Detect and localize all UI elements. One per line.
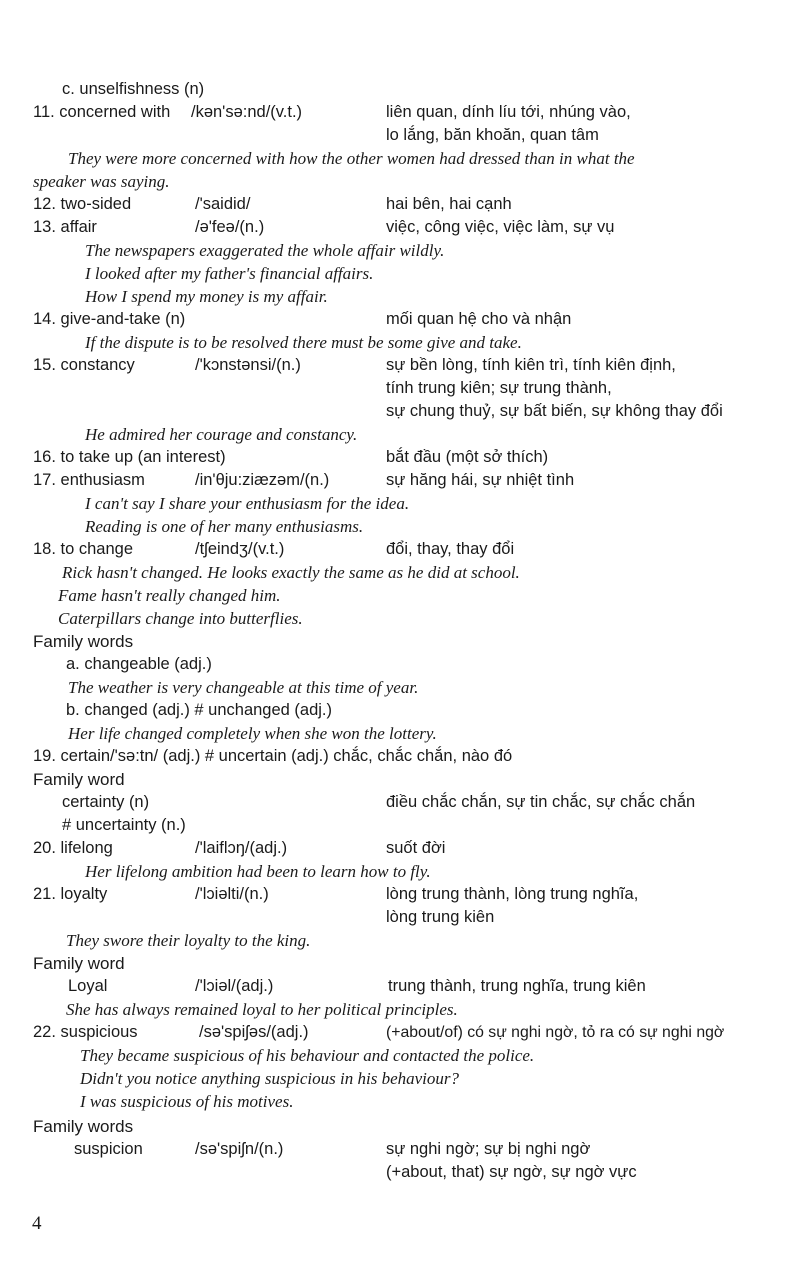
entry-meaning: (+about, that) sự ngờ, sự ngờ vực <box>386 1163 637 1181</box>
entry-pronunciation: /tʃeindʒ/(v.t.) <box>195 540 285 558</box>
entry-headword: 17. enthusiasm <box>33 471 145 489</box>
entry-meaning: (+about/of) có sự nghi ngờ, tỏ ra có sự nghi ngờ <box>386 1024 725 1041</box>
example-sentence: They swore their loyalty to the king. <box>66 931 311 950</box>
example-sentence: I looked after my father's financial affairs. <box>85 264 374 283</box>
example-sentence: The newspapers exaggerated the whole affair wildly. <box>85 241 445 260</box>
family-words-heading: Family words <box>33 1117 134 1136</box>
family-word: suspicion <box>74 1140 143 1158</box>
family-word: certainty (n) <box>62 793 150 811</box>
family-word: Loyal <box>68 977 108 995</box>
entry-meaning: đổi, thay, thay đổi <box>386 540 515 558</box>
entry-pronunciation: /ə'feə/(n.) <box>195 218 265 236</box>
entry-headword: 12. two-sided <box>33 195 132 213</box>
entry-meaning: suốt đời <box>386 839 446 857</box>
example-sentence: Her life changed completely when she won the lottery. <box>68 724 437 743</box>
entry-meaning: sự bền lòng, tính kiên trì, tính kiên định, <box>386 356 676 374</box>
example-sentence: The weather is very changeable at this time of year. <box>68 678 419 697</box>
example-sentence: I can't say I share your enthusiasm for the idea. <box>85 494 410 513</box>
example-sentence: If the dispute is to be resolved there must be some give and take. <box>85 333 522 352</box>
entry-headword: 11. concerned with <box>33 103 171 121</box>
entry-headword: 22. suspicious <box>33 1023 138 1041</box>
entry-pronunciation: /'laiflɔŋ/(adj.) <box>195 839 288 857</box>
family-word: # uncertainty (n.) <box>62 816 186 834</box>
entry-meaning: điều chắc chắn, sự tin chắc, sự chắc chắn <box>386 793 696 811</box>
entry-meaning: hai bên, hai cạnh <box>386 195 512 213</box>
entry-meaning: lòng trung kiên <box>386 908 495 926</box>
entry-meaning: mối quan hệ cho và nhận <box>386 310 572 328</box>
entry-pronunciation: /in'θju:ziæzəm/(n.) <box>195 471 330 489</box>
family-words-heading: Family words <box>33 632 134 651</box>
entry-pronunciation: /sə'spiʃn/(n.) <box>195 1140 284 1158</box>
example-sentence: Her lifelong ambition had been to learn how to fly. <box>85 862 431 881</box>
entry-meaning: lo lắng, băn khoăn, quan tâm <box>386 126 599 144</box>
entry-headword: 13. affair <box>33 218 97 236</box>
entry-headword: 14. give-and-take (n) <box>33 310 186 328</box>
example-sentence: How I spend my money is my affair. <box>85 287 328 306</box>
family-words-heading: Family word <box>33 954 125 973</box>
entry-pronunciation: /kən'sə:nd/(v.t.) <box>191 103 303 121</box>
entry-meaning: lòng trung thành, lòng trung nghĩa, <box>386 885 639 903</box>
entry-pronunciation: /'saidid/ <box>195 195 251 213</box>
entry-pronunciation: /'lɔiəlti/(n.) <box>195 885 269 903</box>
entry-pronunciation: /'kɔnstənsi/(n.) <box>195 356 301 374</box>
entry-meaning: tính trung kiên; sự trung thành, <box>386 379 612 397</box>
example-sentence: Fame hasn't really changed him. <box>58 586 281 605</box>
page-number: 4 <box>32 1213 42 1234</box>
entry-meaning: sự hăng hái, sự nhiệt tình <box>386 471 575 489</box>
entry-headword: 21. loyalty <box>33 885 108 903</box>
example-sentence: Didn't you notice anything suspicious in his behaviour? <box>80 1069 460 1088</box>
entry-headword: 20. lifelong <box>33 839 113 857</box>
entry-meaning: liên quan, dính líu tới, nhúng vào, <box>386 103 631 121</box>
entry-meaning: việc, công việc, việc làm, sự vụ <box>386 218 615 236</box>
example-sentence: Caterpillars change into butterflies. <box>58 609 303 628</box>
entry-headword: 15. constancy <box>33 356 135 374</box>
example-sentence: speaker was saying. <box>33 172 170 191</box>
example-sentence: Reading is one of her many enthusiasms. <box>85 517 364 536</box>
entry-subitem: c. unselfishness (n) <box>62 80 205 98</box>
entry-pronunciation: /'lɔiəl/(adj.) <box>195 977 274 995</box>
example-sentence: Rick hasn't changed. He looks exactly the same as he did at school. <box>62 563 520 582</box>
entry-headword: 19. certain/'sə:tn/ (adj.) # uncertain (adj.) chắc, chắc chắn, nào đó <box>33 747 513 765</box>
family-word: b. changed (adj.) # unchanged (adj.) <box>66 701 333 719</box>
example-sentence: I was suspicious of his motives. <box>80 1092 294 1111</box>
entry-headword: 18. to change <box>33 540 133 558</box>
example-sentence: They were more concerned with how the other women had dressed than in what the <box>68 149 635 168</box>
entry-meaning: sự chung thuỷ, sự bất biến, sự không thay đổi <box>386 402 723 420</box>
entry-headword: 16. to take up (an interest) <box>33 448 226 466</box>
entry-meaning: sự nghi ngờ; sự bị nghi ngờ <box>386 1140 591 1158</box>
example-sentence: He admired her courage and constancy. <box>85 425 358 444</box>
example-sentence: They became suspicious of his behaviour and contacted the police. <box>80 1046 535 1065</box>
entry-pronunciation: /sə'spiʃəs/(adj.) <box>199 1023 309 1041</box>
family-words-heading: Family word <box>33 770 125 789</box>
example-sentence: She has always remained loyal to her political principles. <box>66 1000 458 1019</box>
family-word: a. changeable (adj.) <box>66 655 212 673</box>
entry-meaning: bắt đầu (một sở thích) <box>386 448 549 466</box>
entry-meaning: trung thành, trung nghĩa, trung kiên <box>388 977 646 995</box>
